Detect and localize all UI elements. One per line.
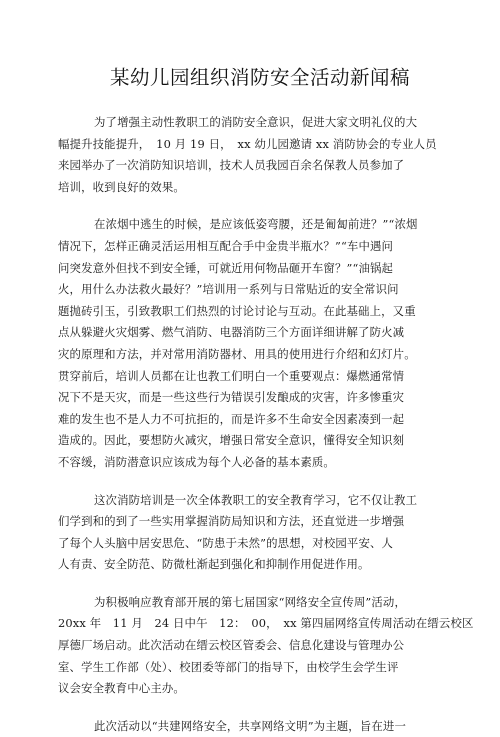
text-line: 贯穿前后，培训人员都在让也教工们明白一个重要观点：爆燃通常情 xyxy=(58,368,405,383)
text-line: 20xx 年 11 月 24 日中午 12： 00， xx 第四届网络宣传周活动在缙云校区 xyxy=(58,616,474,631)
paragraph-1 xyxy=(58,112,450,198)
text-line: 难的发生也不是人力不可抗拒的，而是许多不生命安全因素凑到一起 xyxy=(58,411,405,426)
text-line: 幅提升技能提升， 10 月 19 日， xx 幼儿园邀请 xx 消防协会的专业人员 xyxy=(58,136,437,151)
text-line: 火，用什么办法救火最好？”培训用一系列与日常贴近的安全常识问 xyxy=(58,282,399,297)
text-line: 室、学生工作部（处）、校团委等部门的指导下，由校学生会学生评 xyxy=(58,659,399,674)
text-line: 不容缓，消防潜意识应该成为每个人必备的基本素质。 xyxy=(58,454,335,469)
text-line: 来园举办了一次消防知识培训，技术人员我园百余名保教人员参加了 xyxy=(58,158,405,173)
text-line: 况下不是天灾，而是一些这些行为错误引发酿成的灾害，许多惨重灾 xyxy=(58,390,405,405)
text-line: 问突发意外但找不到安全锤，可就近用何物品砸开车窗？”“油锅起 xyxy=(58,260,394,275)
paragraph-2 xyxy=(58,214,450,473)
text-line: 灾的原理和方法，并对常用消防器材、用具的使用进行介绍和幻灯片。 xyxy=(58,346,416,361)
paragraph-3 xyxy=(58,490,450,576)
paragraph-4 xyxy=(58,592,474,700)
text-line: 情况下，怎样正确灵活运用相互配合手中金贵半瓶水？”“车中遇问 xyxy=(58,238,394,253)
text-line: 了每个人头脑中居安思危、“防患于未然”的思想，对校园平安、人 xyxy=(58,535,394,550)
text-line: 为积极响应教育部开展的第七届国家“网络安全宣传周”活动， xyxy=(94,594,407,609)
text-line: 这次消防培训是一次全体教职工的安全教育学习，它不仅让教工 xyxy=(94,492,418,507)
text-line: 在浓烟中逃生的时候，是应该低姿弯腰，还是匍匐前进？”“浓烟 xyxy=(94,217,418,232)
page-title: 某幼儿园组织消防安全活动新闻稿 xyxy=(109,66,410,89)
text-line: 点从躲避火灾烟雾、燃气消防、电器消防三个方面详细讲解了防火减 xyxy=(58,325,405,340)
text-line: 厚德厂场启动。此次活动在缙云校区管委会、信息化建设与管理办公 xyxy=(58,638,405,653)
text-line: 题抛砖引玉，引致教职工们热烈的讨论讨论与互动。在此基础上，又重 xyxy=(58,303,416,318)
text-line: 人有责、安全防范、防微杜渐起到强化和抑制作用促进作用。 xyxy=(58,557,370,572)
text-line: 造成的。因此，要想防火减灾，增强日常安全意识，懂得安全知识刻 xyxy=(58,433,405,448)
text-line: 议会安全教育中心主办。 xyxy=(58,681,185,696)
text-line: 培训，收到良好的效果。 xyxy=(58,179,185,194)
text-line: 此次活动以“共建网络安全，共享网络文明”为主题，旨在进一 xyxy=(94,718,407,733)
paragraph-5 xyxy=(58,716,450,737)
text-line: 们学到和的到了一些实用掌握消防局知识和方法，还直觉进一步增强 xyxy=(58,514,405,529)
text-line: 为了增强主动性教职工的消防安全意识，促进大家文明礼仪的大 xyxy=(94,115,418,129)
